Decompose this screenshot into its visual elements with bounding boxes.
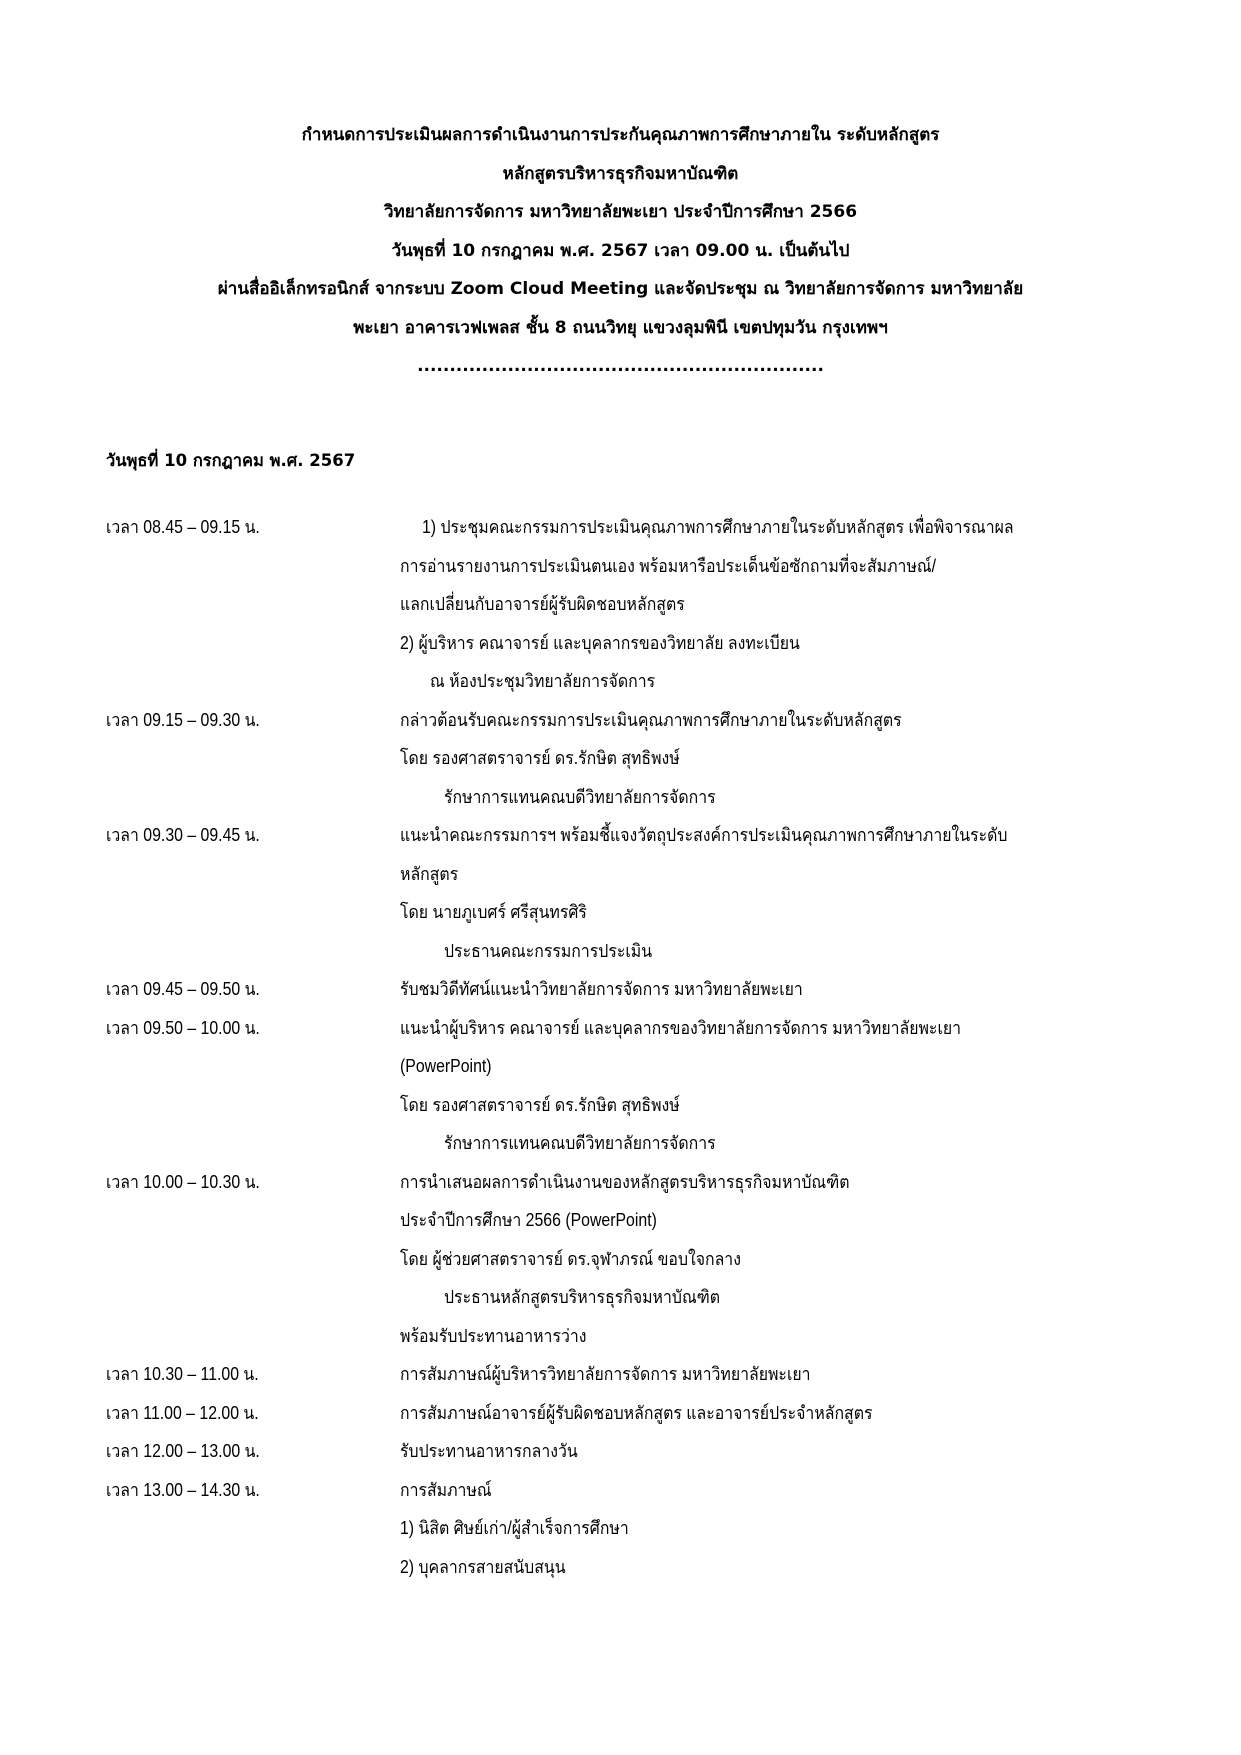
schedule-line: 2) ผู้บริหาร คณาจารย์ และบุคลากรของวิทยาลัย ลงทะเบียน xyxy=(400,632,800,653)
header-date: วันพุธที่ 10 กรกฎาคม พ.ศ. 2567 เวลา 09.00 น. เป็นต้นไป xyxy=(391,240,850,261)
schedule-line: โดย รองศาสตราจารย์ ดร.รักษิต สุทธิพงษ์ xyxy=(400,1094,680,1115)
schedule-time: เวลา 13.00 – 14.30 น. xyxy=(106,1479,260,1500)
schedule-time: เวลา 09.45 – 09.50 น. xyxy=(106,979,260,999)
schedule-row xyxy=(106,1355,1206,1394)
schedule-line: ประธานหลักสูตรบริหารธุรกิจมหาบัณฑิต xyxy=(444,1287,721,1307)
schedule-row xyxy=(106,701,1206,817)
schedule-line: การนำเสนอผลการดำเนินงานของหลักสูตรบริหารธุรกิจมหาบัณฑิต xyxy=(400,1171,850,1192)
schedule-line: หลักสูตร xyxy=(400,863,459,884)
schedule-line: โดย รองศาสตราจารย์ ดร.รักษิต สุทธิพงษ์ xyxy=(400,748,680,768)
schedule-time: เวลา 09.30 – 09.45 น. xyxy=(106,825,260,845)
schedule-line: แนะนำผู้บริหาร คณาจารย์ และบุคลากรของวิทยาลัยการจัดการ มหาวิทยาลัยพะเยา xyxy=(400,1017,962,1038)
schedule-time: เวลา 12.00 – 13.00 น. xyxy=(106,1441,260,1461)
schedule-line: โดย นายภูเบศร์ ศรีสุนทรศิริ xyxy=(400,902,587,922)
header-venue-line-2: พะเยา อาคารเวฟเพลส ชั้น 8 ถนนวิทยุ แขวงลุมพินี เขตปทุมวัน กรุงเทพฯ xyxy=(353,317,888,338)
schedule-line: กล่าวต้อนรับคณะกรรมการประเมินคุณภาพการศึกษาภายในระดับหลักสูตร xyxy=(400,709,902,730)
document-header xyxy=(0,116,1241,386)
schedule-line: การสัมภาษณ์อาจารย์ผู้รับผิดชอบหลักสูตร และอาจารย์ประจำหลักสูตร xyxy=(400,1402,873,1423)
schedule-row xyxy=(106,508,1206,701)
schedule-line: รักษาการแทนคณบดีวิทยาลัยการจัดการ xyxy=(444,786,716,807)
schedule-row xyxy=(106,1163,1206,1356)
schedule-line: ประธานคณะกรรมการประเมิน xyxy=(444,940,653,961)
schedule-line: แลกเปลี่ยนกับอาจารย์ผู้รับผิดชอบหลักสูตร xyxy=(400,594,685,614)
header-separator: ............................................................... xyxy=(417,356,824,376)
schedule-row xyxy=(106,1009,1206,1163)
schedule-line: 1) ประชุมคณะกรรมการประเมินคุณภาพการศึกษาภายในระดับหลักสูตร เพื่อพิจารณาผล xyxy=(422,517,1014,537)
schedule-line: ประจำปีการศึกษา 2566 (PowerPoint) xyxy=(400,1210,657,1230)
header-college: วิทยาลัยการจัดการ มหาวิทยาลัยพะเยา ประจำปีการศึกษา 2566 xyxy=(383,202,858,222)
schedule-row xyxy=(106,970,1206,1009)
schedule-line: (PowerPoint) xyxy=(400,1056,492,1076)
header-venue-line-1: ผ่านสื่ออิเล็กทรอนิกส์ จากระบบ Zoom Cloud Meeting และจัดประชุม ณ วิทยาลัยการจัดการ มหาวิทยาลัย xyxy=(217,279,1024,299)
day-heading: วันพุธที่ 10 กรกฎาคม พ.ศ. 2567 xyxy=(106,451,356,470)
header-title: กำหนดการประเมินผลการดำเนินงานการประกันคุณภาพการศึกษาภายใน ระดับหลักสูตร xyxy=(301,125,940,145)
schedule-line: แนะนำคณะกรรมการฯ พร้อมชี้แจงวัตถุประสงค์การประเมินคุณภาพการศึกษาภายในระดับ xyxy=(400,825,1008,845)
schedule-time: เวลา 10.00 – 10.30 น. xyxy=(106,1171,260,1192)
schedule-time: เวลา 09.50 – 10.00 น. xyxy=(106,1017,260,1038)
schedule-line: รับประทานอาหารกลางวัน xyxy=(400,1441,578,1461)
schedule-row xyxy=(106,816,1206,970)
schedule-time: เวลา 08.45 – 09.15 น. xyxy=(106,517,260,537)
schedule-time: เวลา 09.15 – 09.30 น. xyxy=(106,709,260,730)
schedule-line: การสัมภาษณ์ xyxy=(400,1479,492,1500)
schedule xyxy=(106,508,1206,1586)
schedule-time: เวลา 11.00 – 12.00 น. xyxy=(106,1402,259,1423)
schedule-line: 1) นิสิต ศิษย์เก่า/ผู้สำเร็จการศึกษา xyxy=(400,1518,629,1538)
schedule-line: รับชมวิดีทัศน์แนะนำวิทยาลัยการจัดการ มหาวิทยาลัยพะเยา xyxy=(400,979,803,999)
schedule-line: การอ่านรายงานการประเมินตนเอง พร้อมหารือประเด็นข้อซักถามที่จะสัมภาษณ์/ xyxy=(400,555,936,576)
schedule-line: รักษาการแทนคณบดีวิทยาลัยการจัดการ xyxy=(444,1133,716,1153)
schedule-line: ณ ห้องประชุมวิทยาลัยการจัดการ xyxy=(430,671,656,691)
schedule-line: พร้อมรับประทานอาหารว่าง xyxy=(400,1325,587,1346)
schedule-row xyxy=(106,1471,1206,1587)
schedule-time: เวลา 10.30 – 11.00 น. xyxy=(106,1364,259,1384)
schedule-line: 2) บุคลากรสายสนับสนุน xyxy=(400,1556,566,1577)
schedule-line: โดย ผู้ช่วยศาสตราจารย์ ดร.จุฬาภรณ์ ขอบใจกลาง xyxy=(400,1248,741,1269)
schedule-row xyxy=(106,1432,1206,1471)
schedule-row xyxy=(106,1394,1206,1433)
header-program: หลักสูตรบริหารธุรกิจมหาบัณฑิต xyxy=(502,163,739,184)
schedule-line: การสัมภาษณ์ผู้บริหารวิทยาลัยการจัดการ มหาวิทยาลัยพะเยา xyxy=(400,1364,811,1384)
